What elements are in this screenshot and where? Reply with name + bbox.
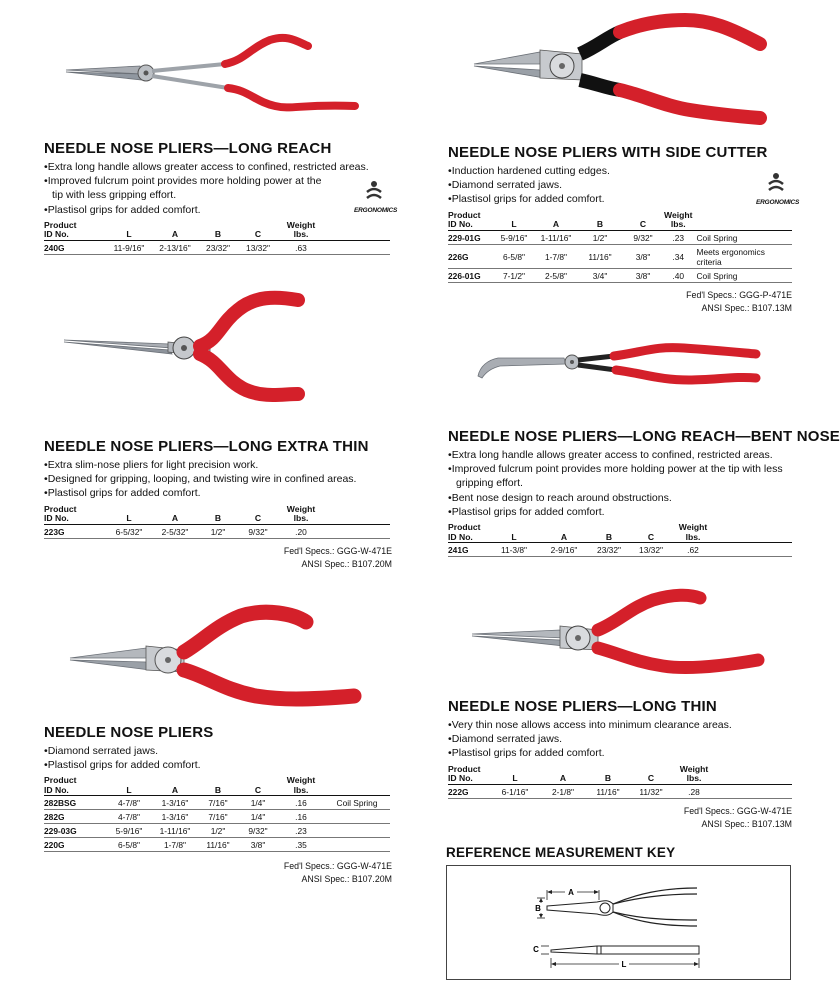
feature-item: • Plastisol grips for added comfort. [44, 203, 392, 217]
section-title: NEEDLE NOSE PLIERS—LONG EXTRA THIN [44, 438, 369, 455]
section-title: NEEDLE NOSE PLIERS—LONG REACH—BENT NOSE [448, 428, 840, 445]
weight: .28 [672, 784, 716, 798]
dim-a: 1-7/8" [534, 244, 578, 268]
section-bent-nose [448, 428, 840, 557]
dim-c: 3/8" [238, 838, 278, 852]
feature-list [448, 448, 792, 519]
spec-table [448, 523, 792, 557]
note: Coil Spring [692, 230, 792, 244]
weight: .23 [664, 230, 692, 244]
side-cutter-pliers-image [470, 14, 770, 129]
b-header: B [588, 523, 630, 543]
dim-l: 11-9/16" [106, 240, 152, 254]
dim-l: 11-3/8" [488, 543, 540, 557]
l-header: L [106, 776, 152, 796]
table-row [44, 824, 390, 838]
dim-a: 1-3/16" [152, 810, 198, 824]
spec-table [44, 221, 390, 255]
reference-key-title: REFERENCE MEASUREMENT KEY [446, 845, 676, 860]
dim-c: 3/8" [622, 268, 664, 282]
bent-nose-pliers-image [474, 336, 774, 396]
dim-b: 11/16" [586, 784, 630, 798]
feature-item: • Diamond serrated jaws. [448, 178, 792, 192]
feature-item: • Plastisol grips for added comfort. [448, 746, 792, 760]
section-long-thin [448, 698, 792, 831]
l-header: L [106, 221, 152, 241]
note [324, 810, 390, 824]
l-header: L [494, 211, 534, 231]
table-header-row [448, 765, 792, 785]
ergonomics-label: ERGONOMICS [756, 199, 800, 206]
table-row [448, 268, 792, 282]
spec-table [44, 505, 390, 539]
section-long-reach [44, 140, 398, 255]
weight-header: Weight [286, 503, 316, 514]
feature-item: • Plastisol grips for added comfort. [44, 486, 392, 500]
feature-item: • Induction hardened cutting edges. [448, 164, 792, 178]
dim-l: 6-1/16" [490, 784, 540, 798]
section-side-cutter [448, 144, 792, 315]
dim-c: 1/4" [238, 810, 278, 824]
weight-header: Weight [286, 775, 316, 786]
feature-item: • Plastisol grips for added comfort. [448, 505, 792, 519]
dim-l: 5-9/16" [106, 824, 152, 838]
product-id: 220G [44, 838, 106, 852]
c-header: C [238, 505, 278, 525]
dim-c: 9/32" [238, 824, 278, 838]
weight: .35 [278, 838, 324, 852]
dim-b: 1/2" [578, 230, 622, 244]
dim-b: 1/2" [198, 524, 238, 538]
feature-item: • Very thin nose allows access into minimum clearance areas. [448, 718, 792, 732]
table-header-row [448, 523, 792, 543]
c-header: C [630, 523, 672, 543]
spec-table [44, 776, 390, 852]
weight-header: Weight [679, 763, 709, 774]
a-header: A [152, 505, 198, 525]
feature-item: • Bent nose design to reach around obstructions. [448, 491, 792, 505]
feature-item: • Extra long handle allows greater access to confined, restricted areas. [448, 448, 792, 462]
c-header: C [238, 221, 278, 241]
dimension-l-label: L [621, 960, 627, 969]
note [324, 524, 390, 538]
section-long-extra-thin [44, 438, 392, 571]
product-id: 240G [44, 240, 106, 254]
fed-spec: Fed'l Specs.: GGG-W-471E [283, 545, 392, 556]
long-thin-pliers-image [468, 580, 768, 680]
dim-a: 2-5/8" [534, 268, 578, 282]
a-header: A [540, 523, 588, 543]
dim-b: 11/16" [578, 244, 622, 268]
dimension-a-label: A [568, 888, 574, 897]
product-header: Product [44, 775, 77, 786]
weight: .20 [278, 524, 324, 538]
weight: .63 [278, 240, 324, 254]
ansi-spec: ANSI Spec.: B107.20M [301, 558, 392, 569]
table-row [44, 524, 390, 538]
spec-table [448, 211, 792, 283]
feature-item: • Improved fulcrum point provides more holding power at the tip with less gripping effort. [44, 174, 392, 202]
b-header: B [198, 505, 238, 525]
note [324, 240, 390, 254]
dim-b: 7/16" [198, 796, 238, 810]
product-header: Product [448, 763, 481, 774]
dim-a: 1-7/8" [152, 838, 198, 852]
note [324, 824, 390, 838]
table-row [44, 796, 390, 810]
note [714, 543, 792, 557]
feature-list [44, 160, 398, 217]
ergonomics-icon [766, 172, 786, 194]
table-row [44, 240, 390, 254]
dimension-c-label: C [533, 945, 539, 954]
b-header: B [198, 776, 238, 796]
product-id: 229-01G [448, 230, 494, 244]
product-id: 282BSG [44, 796, 106, 810]
c-header: C [622, 211, 664, 231]
weight: .34 [664, 244, 692, 268]
weight: .62 [672, 543, 714, 557]
spec-table [448, 765, 792, 799]
dim-l: 4-7/8" [106, 796, 152, 810]
table-row [448, 244, 792, 268]
id-header: ID No. [44, 784, 69, 795]
dim-c: 3/8" [622, 244, 664, 268]
note: Meets ergonomics criteria [692, 244, 792, 268]
lbs-header: lbs. [686, 773, 702, 784]
l-header: L [106, 505, 152, 525]
dim-l: 6-5/32" [106, 524, 152, 538]
fed-spec: Fed'l Specs.: GGG-W-471E [283, 861, 392, 872]
a-header: A [152, 221, 198, 241]
section-title: NEEDLE NOSE PLIERS—LONG THIN [448, 698, 717, 715]
id-header: ID No. [44, 513, 69, 524]
weight: .40 [664, 268, 692, 282]
feature-item: • Diamond serrated jaws. [44, 744, 392, 758]
table-header-row [44, 221, 390, 241]
b-header: B [578, 211, 622, 231]
weight-header: Weight [664, 209, 693, 220]
dim-c: 13/32" [630, 543, 672, 557]
dim-a: 1-11/16" [152, 824, 198, 838]
dim-a: 1-11/16" [534, 230, 578, 244]
feature-item: • Plastisol grips for added comfort. [44, 758, 392, 772]
lbs-header: lbs. [670, 219, 686, 230]
ergonomics-icon [364, 180, 384, 202]
note: Coil Spring [324, 796, 390, 810]
dim-a: 2-9/16" [540, 543, 588, 557]
product-id: 226G [448, 244, 494, 268]
ergonomics-logo [354, 180, 398, 214]
lbs-header: lbs. [685, 531, 701, 542]
dim-b: 23/32" [588, 543, 630, 557]
table-row [448, 784, 792, 798]
dim-c: 13/32" [238, 240, 278, 254]
a-header: A [152, 776, 198, 796]
b-header: B [198, 221, 238, 241]
feature-list [44, 458, 392, 501]
dim-a: 2-1/8" [540, 784, 586, 798]
table-header-row [44, 776, 390, 796]
long-reach-pliers-image [60, 30, 360, 122]
weight-header: Weight [286, 219, 316, 230]
feature-item: • Diamond serrated jaws. [448, 732, 792, 746]
reference-key-diagram [447, 866, 790, 979]
dim-b: 11/16" [198, 838, 238, 852]
fed-spec: Fed'l Specs.: GGG-W-471E [683, 805, 792, 816]
feature-item: • Improved fulcrum point provides more holding power at the tip with less gripping effort. [448, 462, 792, 490]
dim-l: 5-9/16" [494, 230, 534, 244]
feature-list [448, 718, 792, 761]
section-title: NEEDLE NOSE PLIERS—LONG REACH [44, 140, 332, 157]
l-header: L [490, 765, 540, 785]
dim-b: 7/16" [198, 810, 238, 824]
feature-list [448, 164, 792, 207]
needle-nose-pliers-image [66, 604, 366, 714]
dim-l: 6-5/8" [494, 244, 534, 268]
c-header: C [630, 765, 672, 785]
ansi-spec: ANSI Spec.: B107.13M [701, 302, 792, 313]
ansi-spec: ANSI Spec.: B107.13M [701, 818, 792, 829]
section-title: NEEDLE NOSE PLIERS WITH SIDE CUTTER [448, 144, 768, 161]
dim-l: 4-7/8" [106, 810, 152, 824]
id-header: ID No. [448, 219, 473, 230]
ergonomics-label: ERGONOMICS [354, 207, 398, 214]
lbs-header: lbs. [293, 784, 309, 795]
table-header-row [44, 505, 390, 525]
weight-header: Weight [678, 522, 708, 533]
dim-c: 11/32" [630, 784, 672, 798]
dimension-b-label: B [535, 904, 541, 913]
dim-b: 23/32" [198, 240, 238, 254]
ansi-spec: ANSI Spec.: B107.20M [301, 874, 392, 885]
product-id: 229-03G [44, 824, 106, 838]
lbs-header: lbs. [293, 229, 309, 240]
product-header: Product [448, 522, 481, 533]
feature-item: • Designed for gripping, looping, and twisting wire in confined areas. [44, 472, 392, 486]
feature-item: • Extra long handle allows greater access to confined, restricted areas. [44, 160, 392, 174]
feature-item: • Extra slim-nose pliers for light precision work. [44, 458, 392, 472]
section-title: NEEDLE NOSE PLIERS [44, 724, 214, 741]
product-id: 223G [44, 524, 106, 538]
weight: .16 [278, 796, 324, 810]
note [324, 838, 390, 852]
note: Coil Spring [692, 268, 792, 282]
dim-a: 2-13/16" [152, 240, 198, 254]
product-header: Product [44, 219, 77, 230]
dim-l: 7-1/2" [494, 268, 534, 282]
id-header: ID No. [448, 531, 473, 542]
product-id: 222G [448, 784, 490, 798]
lbs-header: lbs. [293, 513, 309, 524]
a-header: A [540, 765, 586, 785]
weight: .16 [278, 810, 324, 824]
a-header: A [534, 211, 578, 231]
product-header: Product [448, 209, 481, 220]
id-header: ID No. [44, 229, 69, 240]
table-row [448, 230, 792, 244]
dim-b: 1/2" [198, 824, 238, 838]
note [716, 784, 792, 798]
product-header: Product [44, 503, 77, 514]
dim-c: 9/32" [622, 230, 664, 244]
product-id: 282G [44, 810, 106, 824]
dim-c: 9/32" [238, 524, 278, 538]
weight: .23 [278, 824, 324, 838]
table-row [448, 543, 792, 557]
table-row [44, 838, 390, 852]
c-header: C [238, 776, 278, 796]
feature-list [44, 744, 392, 772]
dim-l: 6-5/8" [106, 838, 152, 852]
dim-a: 2-5/32" [152, 524, 198, 538]
section-needle-nose-pliers [44, 724, 392, 886]
l-header: L [488, 523, 540, 543]
table-row [44, 810, 390, 824]
dim-a: 1-3/16" [152, 796, 198, 810]
reference-key-box [446, 865, 791, 980]
id-header: ID No. [448, 773, 473, 784]
product-id: 226-01G [448, 268, 494, 282]
long-extra-thin-pliers-image [60, 290, 360, 405]
dim-c: 1/4" [238, 796, 278, 810]
b-header: B [586, 765, 630, 785]
dim-b: 3/4" [578, 268, 622, 282]
fed-spec: Fed'l Specs.: GGG-P-471E [686, 289, 792, 300]
feature-item: • Plastisol grips for added comfort. [448, 192, 792, 206]
product-id: 241G [448, 543, 488, 557]
table-header-row [448, 211, 792, 231]
ergonomics-logo [756, 172, 800, 206]
